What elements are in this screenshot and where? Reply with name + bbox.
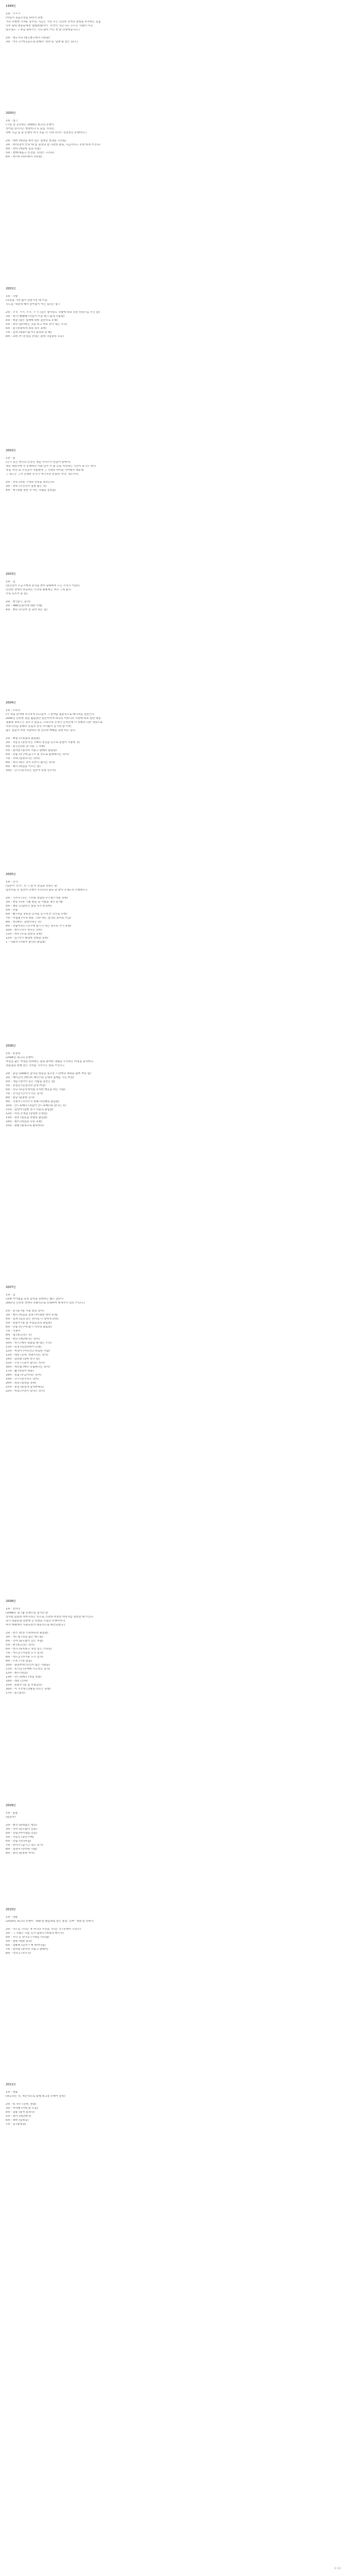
text-line: 2위 - 뽀샵 (포토샵의 줄임말) <box>6 737 40 740</box>
text-line: 8위 - 쩐다 (하는 짓이 터무니 없다는 의미) <box>6 761 55 764</box>
text-line: (흠좀무) <box>6 1816 16 1819</box>
page-footer: © 1/1 <box>334 2567 341 2570</box>
text-line: 7위 - 흑역사 (숨기고 싶은 과거) <box>6 1844 43 1847</box>
text-line: 6위 - 하이루 (하이에서 다른말) <box>6 156 42 158</box>
year-heading: 2011년 <box>6 2083 16 2086</box>
text-line: 많은 일들이 보통 적당하다 엔 인터넷 매체를 표현 하고 있다. <box>6 729 76 732</box>
text-line: (아들이 웃음소리를 따라서 표현. <box>6 17 44 19</box>
text-line: (일본어 '칸지', 즉 '느낌'이 멋짐을 뜻하는 말. <box>6 885 58 888</box>
text-line: 7위 - 지대 (엄청나다는 의미) <box>6 757 40 760</box>
text-line: 20위 - 좌절 (실망을 표현) <box>6 1382 37 1385</box>
text-line: 4위 - 우리 곧 만나요 (기대를 나타냄) <box>6 1936 49 1939</box>
text-line: 15위 - 므흣 (기분이 좋다는 의미) <box>6 1362 45 1365</box>
year-heading: 2003년 <box>6 573 16 576</box>
text-line: 인터넷 상에서 반응하는 소리로 활용하는 보다 그게 좋다. <box>6 589 72 591</box>
text-line: 여러 매체에서 사용되면서 대중적으로 확산되었다.) <box>6 1624 65 1627</box>
text-line: 17위 - 뷁 (비속어 대용) <box>6 1370 34 1373</box>
text-line: (2008년 걸그룹 유행으로 생겨난 말. <box>6 1612 49 1615</box>
text-line: 13위 - 열폭 (열등감 폭발의 줄임말) <box>6 1116 47 1119</box>
text-line: 6위 - 대박 (엄청남) <box>6 2119 29 2122</box>
text-line: 9위 - 쩐다 (대단하다는 의미) <box>6 1338 40 1341</box>
text-line: 3위 - 지름신 (충동적인 구매의 상징을 신으로 일컬어 사용한 것) <box>6 741 80 744</box>
text-line: (당황 어이없음 등의 감정을 표현하는 짧은 감탄사. <box>6 1298 65 1301</box>
text-line: 7위 - 솔까말 (솔직히 까놓고 말해서) <box>6 1948 49 1951</box>
blank-line <box>6 733 343 737</box>
blank-line <box>6 1628 343 1631</box>
year-heading: 2005년 <box>6 873 16 876</box>
text-line: 9위 - 안습이라는 (안구에 습기가 차는 경우의 추가 표현) <box>6 925 72 928</box>
text-line: 2위 - ㅎㅎ, ㅋㅋ, ㅎㅎ, ㅇ ㅇ (같은 말이라도 상황에 따라 다른 뉘앙스를 주는 말) <box>6 311 100 314</box>
text-line: 11위 - 초식남 (연애에 소극적인 남자) <box>6 1668 50 1671</box>
rank-first-entry: 1위 - 헐 <box>6 1294 15 1297</box>
text-line: (2010년 최고의 유행어. 'real'을 발음대로 읽은 말로 '진짜' '정말'을 뜻한다. <box>6 1920 94 1923</box>
text-line: 3위 - 이ㅂ (스마크들으로 맞해서 '정보'로 '합병'될 결은 있다.) <box>6 41 78 43</box>
text-line: (최고라는 뜻, 계산적으로 올해 최고의 유행어 달성) <box>6 2095 66 2098</box>
text-line: 2위 - 대박 (해상을 뛰어 넘은 엄청난 결과를 가리킴) <box>6 140 66 142</box>
text-line: 2위 - 즐 (즐거운 사용 종료 의미) <box>6 1310 44 1313</box>
year-heading: 2002년 <box>6 449 16 452</box>
text-line: 12위 - 뭥미 (뭐임) <box>6 1672 28 1675</box>
text-line: 15위 - 광클 (광속으로 클릭하다) <box>6 1124 44 1127</box>
text-line: 1 - 지화자 (지화자 좋다의 줄임말) <box>6 941 46 944</box>
text-line: 5위 - 하악 (좋아하는 것을 보고 바보 같이 내는 소리) <box>6 323 68 326</box>
text-line: (가장 잘 공인하는 2000년 최고의 유행어. <box>6 124 55 126</box>
text-line: 9위 - 지못미 (지켜주지 못해 미안해의 줄임말) <box>6 1100 60 1103</box>
rank-first-entry: 1위 - 흠좀 <box>6 1812 18 1815</box>
rank-first-entry: 1위 - 꿀벅지 <box>6 1608 21 1611</box>
text-line: 10위 - 허걱 (매우 놀랐을 때 내는 소리) <box>6 1342 52 1345</box>
blank-line <box>6 477 343 480</box>
text-line: 7위 - 간지남 (간지가 나는 남자) <box>6 1092 43 1095</box>
year-heading: 2009년 <box>6 1804 16 1807</box>
text-line: 4위 - 짱 (정말 잘한 것 아는 사람을 일컫음) <box>6 489 56 492</box>
text-line: 2위 - 짤 (엽기, 충격) <box>6 601 30 603</box>
text-line: 꿀처럼 달콤한 허벅지라는 뜻으로 건강한 여성의 허벅지를 칭찬할 때 쓰인다. <box>6 1616 94 1619</box>
text-line: 8위 - 캡 (최고라는 뜻) <box>6 1334 32 1337</box>
text-line: 8위 - 엄친아 (완벽한 사람) <box>6 1848 37 1851</box>
text-line: 3위 - 땡 나 빨빨해 (이름이 쓰일 때 드물게 사용함) <box>6 315 65 318</box>
text-line: 4위 - 강비 (깨끗한 일을 뜻함) <box>6 148 41 150</box>
blank-line <box>6 597 343 600</box>
text-line: 10위 - 간지 (멋지다는 일본어 표현 신조어) <box>6 769 56 772</box>
text-line: 5위 - 안습 <box>6 909 18 912</box>
text-line: 2위 - 기브미 (모든 기브와 결합된 우스꽝스러운 표현) <box>6 897 68 900</box>
blank-line <box>6 307 343 311</box>
text-line: 생활에 녹아드는 경우가 있었고, 오타쿠의 존재가 온라인에 이 특별히 나쁜 세상으로 <box>6 721 103 724</box>
text-line: 6위 - 안습 (안타까움) <box>6 1840 31 1843</box>
text-line: 3위 - 하이(영어 안녕 'hi'를 일상의 밤 사전한 말로, 지금까지도 유행 하게 쓰인다) <box>6 144 101 146</box>
text-line: 11위 - 하악 (주로 감탄의 표현) <box>6 933 42 936</box>
text-line: 12위 - 미친 존재감 (강렬한 존재감) <box>6 1112 47 1115</box>
blank-line <box>6 2099 343 2102</box>
text-line: 15위 - 흠좀무 (흠 좀 무섭군요) <box>6 1684 42 1687</box>
text-line: 3위 - 쌔빠(신용이에 대한 이해) <box>6 605 42 607</box>
text-line: 8위 - 캐 (매우, 엄청이라는 뜻) <box>6 921 42 924</box>
text-line: 5위 - 흠좀무 (흠 좀 무섭군요의 줄임말) <box>6 1322 52 1325</box>
text-line: 4위 - 득템 (아이템을 얻음) <box>6 1832 37 1835</box>
text-line: 6위 - 엣지 (독특하고 개성 있는 스타일) <box>6 1648 52 1651</box>
text-line: 19위 - 간지 (멋지다는 의미) <box>6 1378 39 1381</box>
text-line: 6위 - 초딩 (초등학생처럼 유치한 행동을 하는 사람) <box>6 1088 66 1091</box>
text-line: 13위 - 레알 (진짜, 정말이라는 의미) <box>6 1354 49 1357</box>
text-line: 식도를 '세상게 해서 끌어옴이 어는 있다는 말.) <box>6 303 60 306</box>
blank-line <box>6 33 343 36</box>
text-line: 14위 - 레알 (진짜) <box>6 1680 28 1683</box>
text-line: 5위 - 된장남 (된장녀의 남성 버전) <box>6 1084 46 1087</box>
text-line: 5위 - 쌈빡(새롭고 신선함. 의상은 구리다) <box>6 152 54 154</box>
text-line: 6위 - 안습 (안구에 습기가 찰 정도로 불쌍하다는 의미) <box>6 753 69 756</box>
text-line: 영문 대명사에 직 유행하나 사람 있어 이 줄 글을 처리하는 기본이 되기도 한다. <box>6 465 97 468</box>
text-line: 4위 - 잉여 (쓸모없이 남는 사람) <box>6 1640 43 1643</box>
text-line: 2007년 인터넷 상에서 폭발적으로 유행하여 현재까지 널리 쓰인다.) <box>6 1302 85 1305</box>
year-heading: 2004년 <box>6 701 16 705</box>
text-line: 14위 - 엄친딸 (엄마 친구 딸) <box>6 1358 40 1361</box>
text-line: 10위 - 안드로메다 (개념이 안드로메다로 갔다는 뜻) <box>6 1104 66 1107</box>
text-line: 4위 - 깜놀 (깜짝 놀라다) <box>6 2111 35 2114</box>
text-line: 2위 - 꽃남 (2006년 꽃미남 열풍을 일으킨 드라마의 제목을 줄여 부른 말) <box>6 1072 92 1075</box>
text-line: 4위 - 즐 (인터넷 상 사용 그 자체) <box>6 745 45 748</box>
text-line: 12위 - 찌질이 (어리석고 한심한 사람) <box>6 1350 50 1353</box>
rank-first-entry: 1위 - 멘붕 <box>6 2091 18 2094</box>
text-line: 2004년 인터넷 상을 휩쓸었던 일본어이며 하나의 커뮤니티 사상에 따라 일반 대중 <box>6 717 101 720</box>
text-line: 3위 - 그 사람은 나를 잊지 않았다 (희망의 메시지) <box>6 1932 64 1935</box>
text-line: 아마 지금 일 중 유행이 여기 처음 이 시대 사이트 견성적인 유행어다.) <box>6 132 87 134</box>
text-line: 3위 - 찬박 (국인선이 엄청 많은 것) <box>6 485 47 488</box>
text-line: 5위 - 솔까말 (솔직히 까놓고 말해서 줄임말) <box>6 749 57 752</box>
text-line: 2위 - 뻘짓 (쓸데없는 행동) <box>6 1824 37 1827</box>
text-line: 3위 - 잉여 (쓸모없이 남음) <box>6 1828 37 1831</box>
text-line: 4위 - 개념 (생각이 있는 사람을 일컫는 말) <box>6 1080 55 1083</box>
text-line: 22위 - 허접 (수준이 낮다는 의미) <box>6 1390 45 1393</box>
year-heading: 1999년 <box>6 5 16 8</box>
text-line: 14위 - 뭥미 (뭐임의 다른 표현) <box>6 1120 42 1123</box>
text-line: 7위 - 헐 (황당함) <box>6 2123 26 2126</box>
blank-line <box>6 893 343 896</box>
text-line: 그 정도는 그저 간결한 인사가 아니지만 유일한 '쭈욱' 정도이다. <box>6 473 80 476</box>
text-line: 13위 - 안드로메다 (개념 상실) <box>6 1676 42 1679</box>
text-line: 4위 - 하잘 (설픈 실책에 대한 감탄사로 유행) <box>6 319 58 322</box>
year-heading: 2008년 <box>6 1600 16 1603</box>
text-line: 9위 - 므흣 (기분 좋음) <box>6 1660 32 1663</box>
text-line: 7위 - 헐퀴 (당황스럽거나 놀라워 할 때) <box>6 331 52 334</box>
text-line: 상어를 멋지시는 방향이나 뜻 표를 가라던, <box>6 128 55 130</box>
text-line: 2위 - 완소 (완전 소중하다의 줄임말) <box>6 1632 49 1635</box>
text-line: 7위 - 까도남 (까칠한 도시 남자) <box>6 1652 43 1655</box>
text-line: 18위 - 쵸큼 (조금이라는 의미) <box>6 1374 42 1377</box>
rank-first-entry: 1위 - 간지 <box>6 881 18 884</box>
text-line: 나무 형의 대중들에게 '밤톨뭐밤다이'. 무엇이 '잇는지도 모르는 사람이 아닌 <box>6 25 93 27</box>
blank-line <box>6 1068 343 1072</box>
text-line: 6위 - 갑툭튀 (갑자기 툭 튀어나옴) <box>6 1944 46 1947</box>
text-line: 게임 '히니'의 주인공이 사용하며 그 시대의 아이들 사이에서 대유행. <box>6 469 85 472</box>
text-line: 7위 - 지못미 <box>6 1330 21 1333</box>
text-line: 상품권을 통해 얻은 사치를 가리키는 말로 쓰인다.) <box>6 1064 65 1067</box>
text-line: 일본어를 쓴 일본어 유행이 우리나라 말과 잘 맞아 오래도록 유행한다.) <box>6 889 88 892</box>
text-line: 21위 - 즐감 (즐겁게 감상하세요) <box>6 1386 44 1389</box>
text-line: 17위 - 즐 (종료) <box>6 1692 25 1695</box>
text-line: 10위 - 솔로부대 (연인이 없는 사람들) <box>6 1664 50 1667</box>
blank-line <box>6 136 343 139</box>
text-line: 2위 - 지도를 가리는 게 아니라 시선을 가리는 것 (유행어 시리즈) <box>6 1928 81 1931</box>
text-line: (의성을 가차 없이 단원시킬 때 쓰임. <box>6 299 48 302</box>
text-line: 6위 - 뷁 (처음 상표의 글자를 웃기게 쓴 것으로 유행) <box>6 913 68 916</box>
rank-first-entry: 1위 - 헐 <box>6 581 15 583</box>
text-line: 2위 - 선팅 (초원 가게의 선팅을 일컫는다) <box>6 481 54 484</box>
year-heading: 2000년 <box>6 112 16 115</box>
rank-first-entry: 1위 - 즐 <box>6 457 15 460</box>
text-line: 4위 - 뽀록 (우연히 잘 되어 하는 일) <box>6 609 47 611</box>
text-line: (인기 있는 한국의 온라인 게임 사이트이 만들어 앞에서) <box>6 461 70 464</box>
text-line: 3위 - 뭥미 (뭐임을 잘못 타이핑한 데서 유래) <box>6 1314 58 1317</box>
text-line: 5위 - 지름신 (충동구매) <box>6 1836 34 1839</box>
text-line: 10위 - 쩔어 (역시 쩐다는 의미) <box>6 929 42 932</box>
text-line: 11위 - 엄친아 (엄마 친구 아들의 줄임말) <box>6 1108 54 1111</box>
text-line: 16위 - 이 시국에 (상황을 비꼬는 표현) <box>6 1688 51 1691</box>
text-line: 주로 신조어 중 일) <box>6 593 27 595</box>
text-line: 4위 - 헐퀴 (헐과 같은 의미로 더 강하게 표현) <box>6 1318 59 1321</box>
text-line: 8위 - 차도남 (차가운 도시 남자) <box>6 1656 43 1659</box>
blank-line <box>6 1924 343 1927</box>
text-line: 8위 - 요바 (이 문장을 끝내는 올데 다짐말의 호응) <box>6 335 64 338</box>
year-heading: 2006년 <box>6 1044 16 1048</box>
text-line: 9위 - 뭥미 (뭐임을 이르는 말) <box>6 765 41 768</box>
text-line: (이 게임 분야에 지나치게 파고들어 그 분야를 집중적으로 매니아를 일컫는다. <box>6 713 96 716</box>
text-line: 3위 - 한동 (다른 기발 말을 할 사람을 생각 할 때) <box>6 901 63 904</box>
year-heading: 2007년 <box>6 1286 16 1289</box>
text-line: 3위 - 개드립 (개념 없는 애드립) <box>6 1636 43 1639</box>
text-line: 커뮤니티를 통해서 동질의 분석 사이클이 증가한 말 이며, <box>6 725 72 728</box>
blank-line <box>6 1820 343 1823</box>
text-line: 12위 - 헐 (역시 황당한 상황을 표현) <box>6 937 49 940</box>
text-line: 6위 - 즐 (정당하게 욕의 의사 표현) <box>6 327 47 330</box>
rank-first-entry: 1위 - ㅋㅋㅋ <box>6 13 21 15</box>
text-line: 2위 - 방긋지다 (방긋방긋하다 다른말) <box>6 37 50 39</box>
text-line: 5위 - 짱 (최고라는 의미) <box>6 1644 35 1647</box>
text-line: 5위 - 쩔어 (대단하다) <box>6 2115 31 2118</box>
rank-first-entry: 1위 - 업그 <box>6 120 18 122</box>
rank-first-entry: 1위 - 오타쿠 <box>6 709 21 712</box>
text-line: 알으로도 그 하힐 올바르는 가장 많이 쓰인 게 될 의성대입니다.) <box>6 29 80 31</box>
year-heading: 2010년 <box>6 1908 16 1911</box>
blank-line <box>6 1306 343 1309</box>
rank-first-entry: 1위 - 된장녀 <box>6 1052 21 1055</box>
text-line: 6위 - 안습 (안구에 습기 차다의 줄임말) <box>6 1326 52 1329</box>
text-line: 3위 - 어떡해 (어쩔 줄 모름) <box>6 2107 38 2110</box>
text-line: 4위 - 쌩유 (고맙다는 말을 다르게 표현) <box>6 905 52 908</box>
text-line: 9위 - 훈녀 (훈훈한 여자) <box>6 1852 35 1855</box>
text-line: 5위 - 멘붕 (멘탈 붕괴) <box>6 1940 32 1943</box>
text-line: 8위 - 훈남 (훈훈한 남자) <box>6 1096 35 1099</box>
text-line: (2006년 최고의 유행어. <box>6 1056 34 1059</box>
text-line: 허영심 많은 여성을 비하하는 말로 화려한 생활을 누리려는 여성을 풍자한다. <box>6 1060 94 1063</box>
text-line: 7위 - 아햏햏 (이게 정말 그래? 하는 짐작의 의미로 쓰임) <box>6 917 72 920</box>
year-heading: 2001년 <box>6 287 16 291</box>
text-line: (중산층이 누군가에게 충격을 받아 당황하여 노는 소리가 이었다. <box>6 585 81 587</box>
text-line: 8위 - 닥치고 (무조건) <box>6 1952 31 1955</box>
text-line: 11위 - 된장 (된장녀에서 유래) <box>6 1346 42 1349</box>
text-line: 3위 - 베이글녀 (베이비 페이스와 글래머 몸매를 지닌 여성) <box>6 1076 74 1079</box>
text-line: 거의 유행에 가까운 경우라, 지금은 거의 모든 인터넷 언어의 설명을 차지하는 웃음 <box>6 21 101 23</box>
rank-first-entry: 1위 - 작살 <box>6 295 18 298</box>
text-line: 당시 대중문화 전반에 큰 영향을 주었던 유행어이다. <box>6 1620 66 1623</box>
text-line: 2위 - 뭐 자꾸 (진짜, 정말) <box>6 2103 37 2106</box>
rank-first-entry: 1위 - 레알 <box>6 1916 18 1919</box>
text-line: 16위 - 캐안습 (매우 안습하다는 의미) <box>6 1366 50 1369</box>
